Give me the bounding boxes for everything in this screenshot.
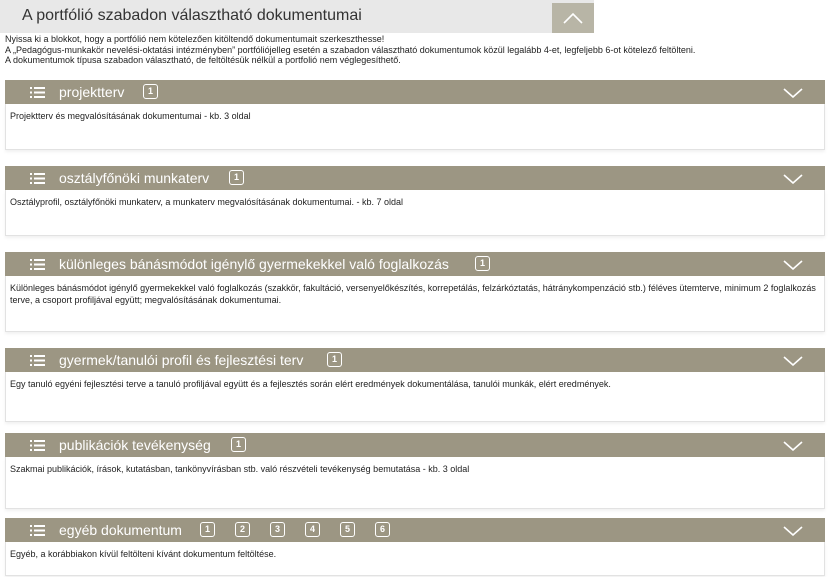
section-body <box>5 372 825 422</box>
section-description: Osztályprofil, osztályfőnöki munkaterv, a munkaterv megvalósításának dokumentumai. - kb. 7 oldal <box>10 197 404 207</box>
document-badge[interactable]: 1 <box>231 437 246 452</box>
section-title: projektterv <box>59 84 125 100</box>
chevron-down-icon[interactable] <box>783 260 803 270</box>
intro-line: A „Pedagógus-munkakör nevelési-oktatási intézményben” portfóliójelleg esetén a szabadon választható dokumentumok közül legalább 4-et, legfeljebb 6-ot kötelező feltölteni. <box>5 44 696 55</box>
section-body <box>5 542 825 576</box>
section-body <box>5 276 825 332</box>
section-header[interactable] <box>5 348 825 372</box>
document-badge[interactable]: 3 <box>270 522 285 537</box>
intro-text <box>5 34 840 66</box>
chevron-down-icon[interactable] <box>783 356 803 366</box>
section-projektterv <box>5 80 825 150</box>
document-badge[interactable]: 6 <box>375 522 390 537</box>
document-badge[interactable]: 1 <box>229 170 244 185</box>
document-badge[interactable]: 4 <box>305 522 320 537</box>
document-badges <box>200 522 410 538</box>
section-description: Egyéb, a korábbiakon kívül feltölteni kívánt dokumentum feltöltése. <box>10 549 277 559</box>
section-description: Különleges bánásmódot igénylő gyermekekkel való foglalkozás (szakkör, fakultáció, versenyelőkészítés, korrepetálás, felzárkóztatás, hátránykompenzáció stb.) féléves ütemterve, minimum 2 foglalkozás terve, a csoport profiljával együtt; megvalósításának dokumentumai. <box>10 283 816 305</box>
collapse-block-button[interactable] <box>552 3 594 33</box>
section-header[interactable] <box>5 518 825 542</box>
intro-line: Nyissa ki a blokkot, hogy a portfólió nem kötelezően kitöltendő dokumentumait szerkeszthesse! <box>5 34 385 44</box>
list-icon <box>30 259 45 270</box>
list-icon <box>30 173 45 184</box>
section-description: Projektterv és megvalósításának dokumentumai - kb. 3 oldal <box>10 111 251 121</box>
section-header[interactable] <box>5 80 825 104</box>
section-title: gyermek/tanulói profil és fejlesztési terv <box>59 352 304 368</box>
document-badges <box>327 352 362 368</box>
list-icon <box>30 355 45 366</box>
section-body <box>5 457 825 509</box>
section-title: publikációk tevékenység <box>59 437 211 453</box>
chevron-down-icon[interactable] <box>783 526 803 536</box>
section-description: Szakmai publikációk, írások, kutatásban, tankönyvírásban stb. való részvételi tevékenység bemutatása - kb. 3 oldal <box>10 464 470 474</box>
section-body <box>5 104 825 150</box>
section-osztalyfonoki-munkaterv <box>5 166 825 236</box>
chevron-down-icon[interactable] <box>783 174 803 184</box>
section-header[interactable] <box>5 433 825 457</box>
section-header[interactable] <box>5 252 825 276</box>
section-title: osztályfőnöki munkaterv <box>59 170 210 186</box>
list-icon <box>30 440 45 451</box>
section-title: különleges bánásmódot igénylő gyermekekkel való foglalkozás <box>59 256 449 272</box>
page-title: A portfólió szabadon választható dokumentumai <box>22 7 362 24</box>
document-badge[interactable]: 5 <box>340 522 355 537</box>
chevron-down-icon[interactable] <box>783 88 803 98</box>
document-badges <box>475 256 510 272</box>
section-description: Egy tanuló egyéni fejlesztési terve a tanuló profiljával együtt és a fejlesztés során elért eredmények dokumentálása, tanulói munkák, elért eredmények. <box>10 379 611 389</box>
document-badge[interactable]: 1 <box>327 352 342 367</box>
section-header[interactable] <box>5 166 825 190</box>
portfolio-optional-docs-header <box>0 0 594 33</box>
document-badge[interactable]: 2 <box>235 522 250 537</box>
document-badges <box>229 170 264 186</box>
document-badge[interactable]: 1 <box>143 84 158 99</box>
list-icon <box>30 87 45 98</box>
section-egyeb-dokumentum <box>5 518 825 576</box>
intro-line: A dokumentumok típusa szabadon választható, de feltöltésük nélkül a portfolió nem véglegesíthető. <box>5 55 401 65</box>
section-title: egyéb dokumentum <box>59 522 182 538</box>
chevron-up-icon <box>563 12 583 24</box>
section-kulonleges-banasmod <box>5 252 825 332</box>
section-publikaciok <box>5 433 825 509</box>
section-body <box>5 190 825 236</box>
section-tanuloi-profil <box>5 348 825 422</box>
chevron-down-icon[interactable] <box>783 441 803 451</box>
list-icon <box>30 525 45 536</box>
document-badges <box>231 437 266 453</box>
document-badge[interactable]: 1 <box>475 256 490 271</box>
document-badges <box>143 84 178 100</box>
document-badge[interactable]: 1 <box>200 522 215 537</box>
